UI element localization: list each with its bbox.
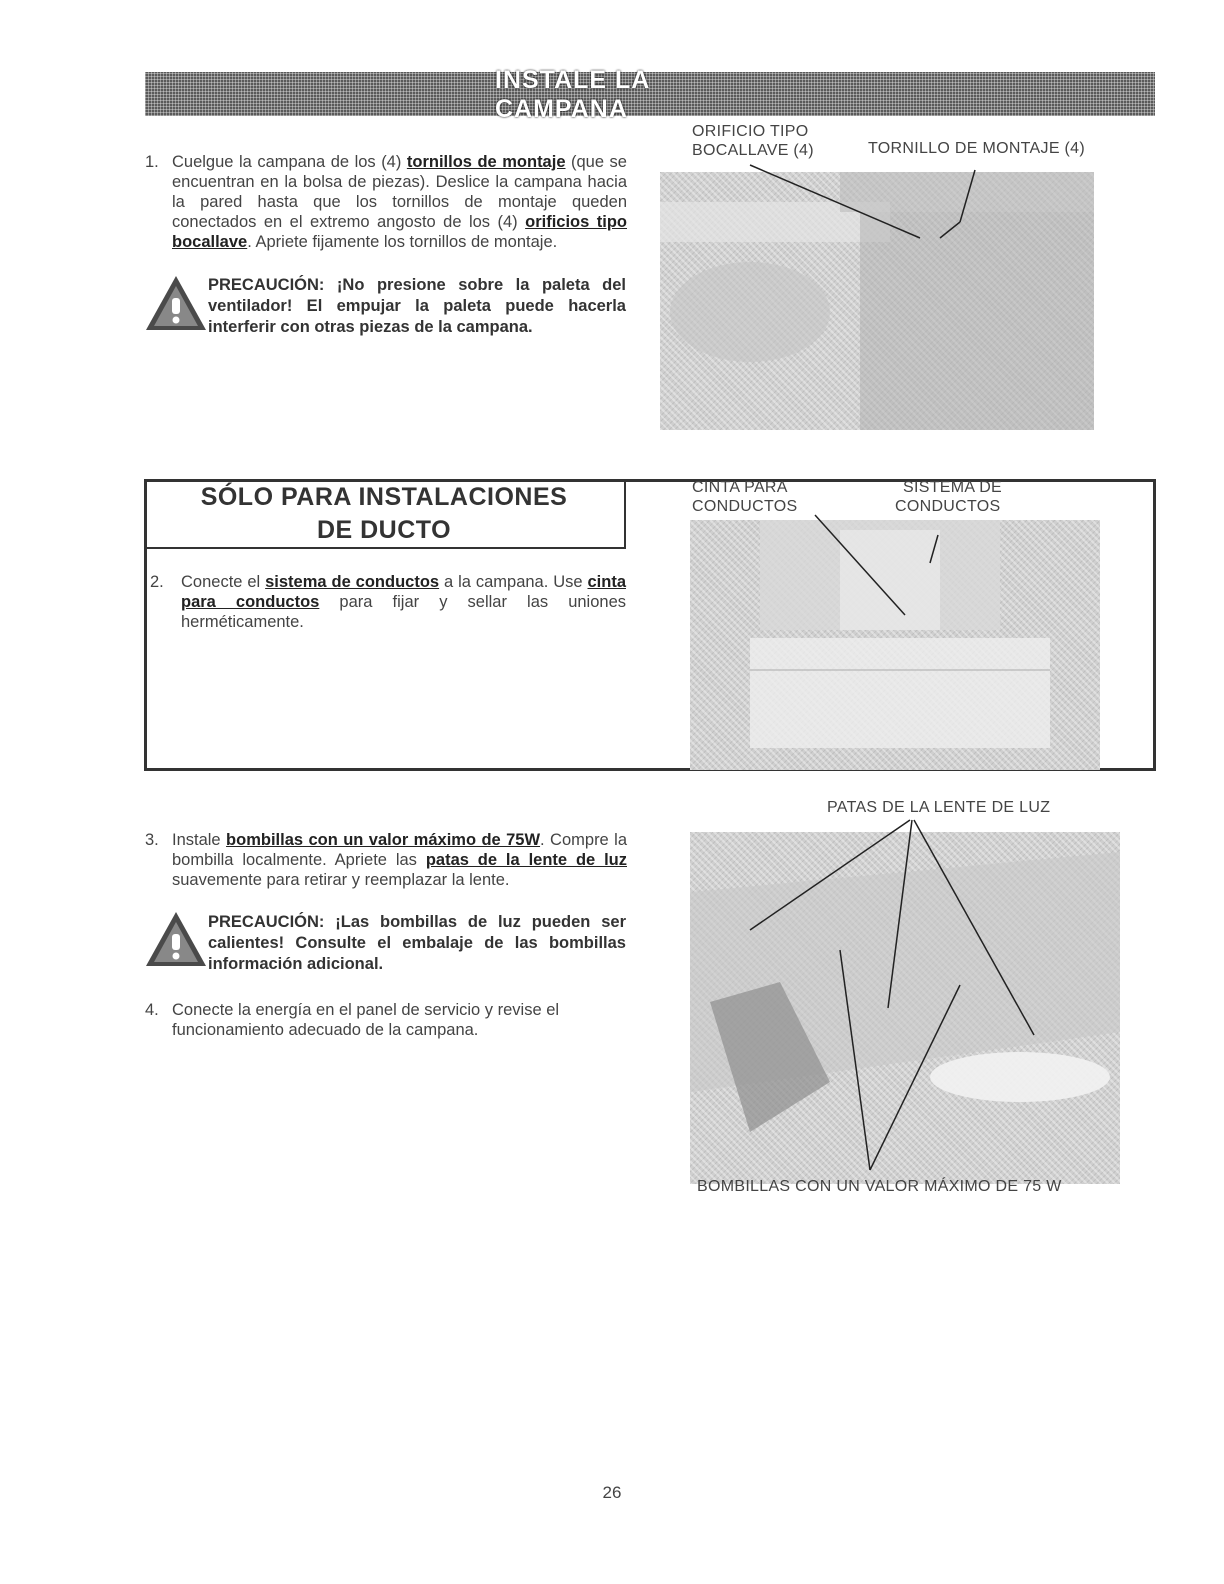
step-4 (145, 1000, 627, 1040)
warning-triangle-icon (144, 274, 208, 332)
caution-label: PRECAUCIÓN: (208, 276, 325, 294)
step-number: 2. (150, 573, 164, 591)
term-keyhole-slots: orificios tipo bocallave (172, 213, 627, 251)
term-duct-system: sistema de conductos (265, 573, 440, 591)
callout-keyhole-slot: ORIFICIO TIPO BOCALLAVE (4) (692, 123, 814, 159)
term-lens-tabs: patas de la lente de luz (425, 851, 627, 869)
callout-lens-tabs: PATAS DE LA LENTE DE LUZ (827, 799, 1051, 816)
term-max-75w-bulbs: bombillas con un valor máximo de 75W (226, 831, 541, 849)
callout-max-75w-bulbs: BOMBILLAS CON UN VALOR MÁXIMO DE 75 W (697, 1178, 1062, 1195)
caution-note-2 (208, 912, 626, 975)
callout-lines-photo2 (690, 505, 1110, 625)
step-text: Conecte el sistema de conductos a la campana. Use cinta para conductos para fijar y sellar las uniones herméticamente. (181, 573, 627, 631)
step-text: Conecte la energía en el panel de servicio y revise el funcionamiento adecuado de la campana. (172, 1001, 560, 1039)
callout-lines-photo1 (660, 160, 1100, 250)
page-title: INSTALE LA CAMPANA (495, 66, 650, 123)
step-number: 3. (145, 831, 159, 849)
callout-duct-tape: CINTA PARA CONDUCTOS (692, 479, 798, 515)
caution-text: ¡Las bombillas de luz pueden ser calientes! Consulte el embalaje de las bombillas información adicional. (208, 913, 626, 973)
step-2 (150, 572, 626, 632)
step-1 (145, 152, 627, 252)
step-number: 1. (145, 153, 159, 171)
step-3 (145, 830, 627, 890)
caution-note-1 (208, 275, 626, 338)
term-duct-tape: cinta para conductos (181, 573, 626, 611)
step-text: Instale bombillas con un valor máximo de 75W. Compre la bombilla localmente. Apriete las patas de la lente de luz suavemente para retirar y reemplazar la lente. (172, 831, 627, 889)
term-mounting-screws: tornillos de montaje (406, 153, 566, 171)
duct-section-title: SÓLO PARA INSTALACIONES DE DUCTO (144, 479, 626, 549)
step-text: Cuelgue la campana de los (4) tornillos de montaje (que se encuentran en la bolsa de piezas). Deslice la campana hacia la pared hasta que los tornillos de montaje queden conectados en el extremo angosto de los (4) orificios tipo bocallave. Apriete fijamente los tornillos de montaje. (172, 153, 627, 251)
caution-text: ¡No presione sobre la paleta del ventilador! El empujar la paleta puede hacerla interferir con otras piezas de la campana. (208, 276, 626, 336)
callout-duct-system: SISTEMA DE CONDUCTOS (895, 479, 1003, 515)
caution-label: PRECAUCIÓN: (208, 913, 325, 931)
page-number: 26 (602, 1483, 622, 1502)
warning-triangle-icon (144, 910, 208, 968)
step-number: 4. (145, 1001, 159, 1019)
callout-mounting-screw: TORNILLO DE MONTAJE (4) (868, 140, 1086, 157)
callout-lines-photo3 (690, 815, 1130, 1185)
